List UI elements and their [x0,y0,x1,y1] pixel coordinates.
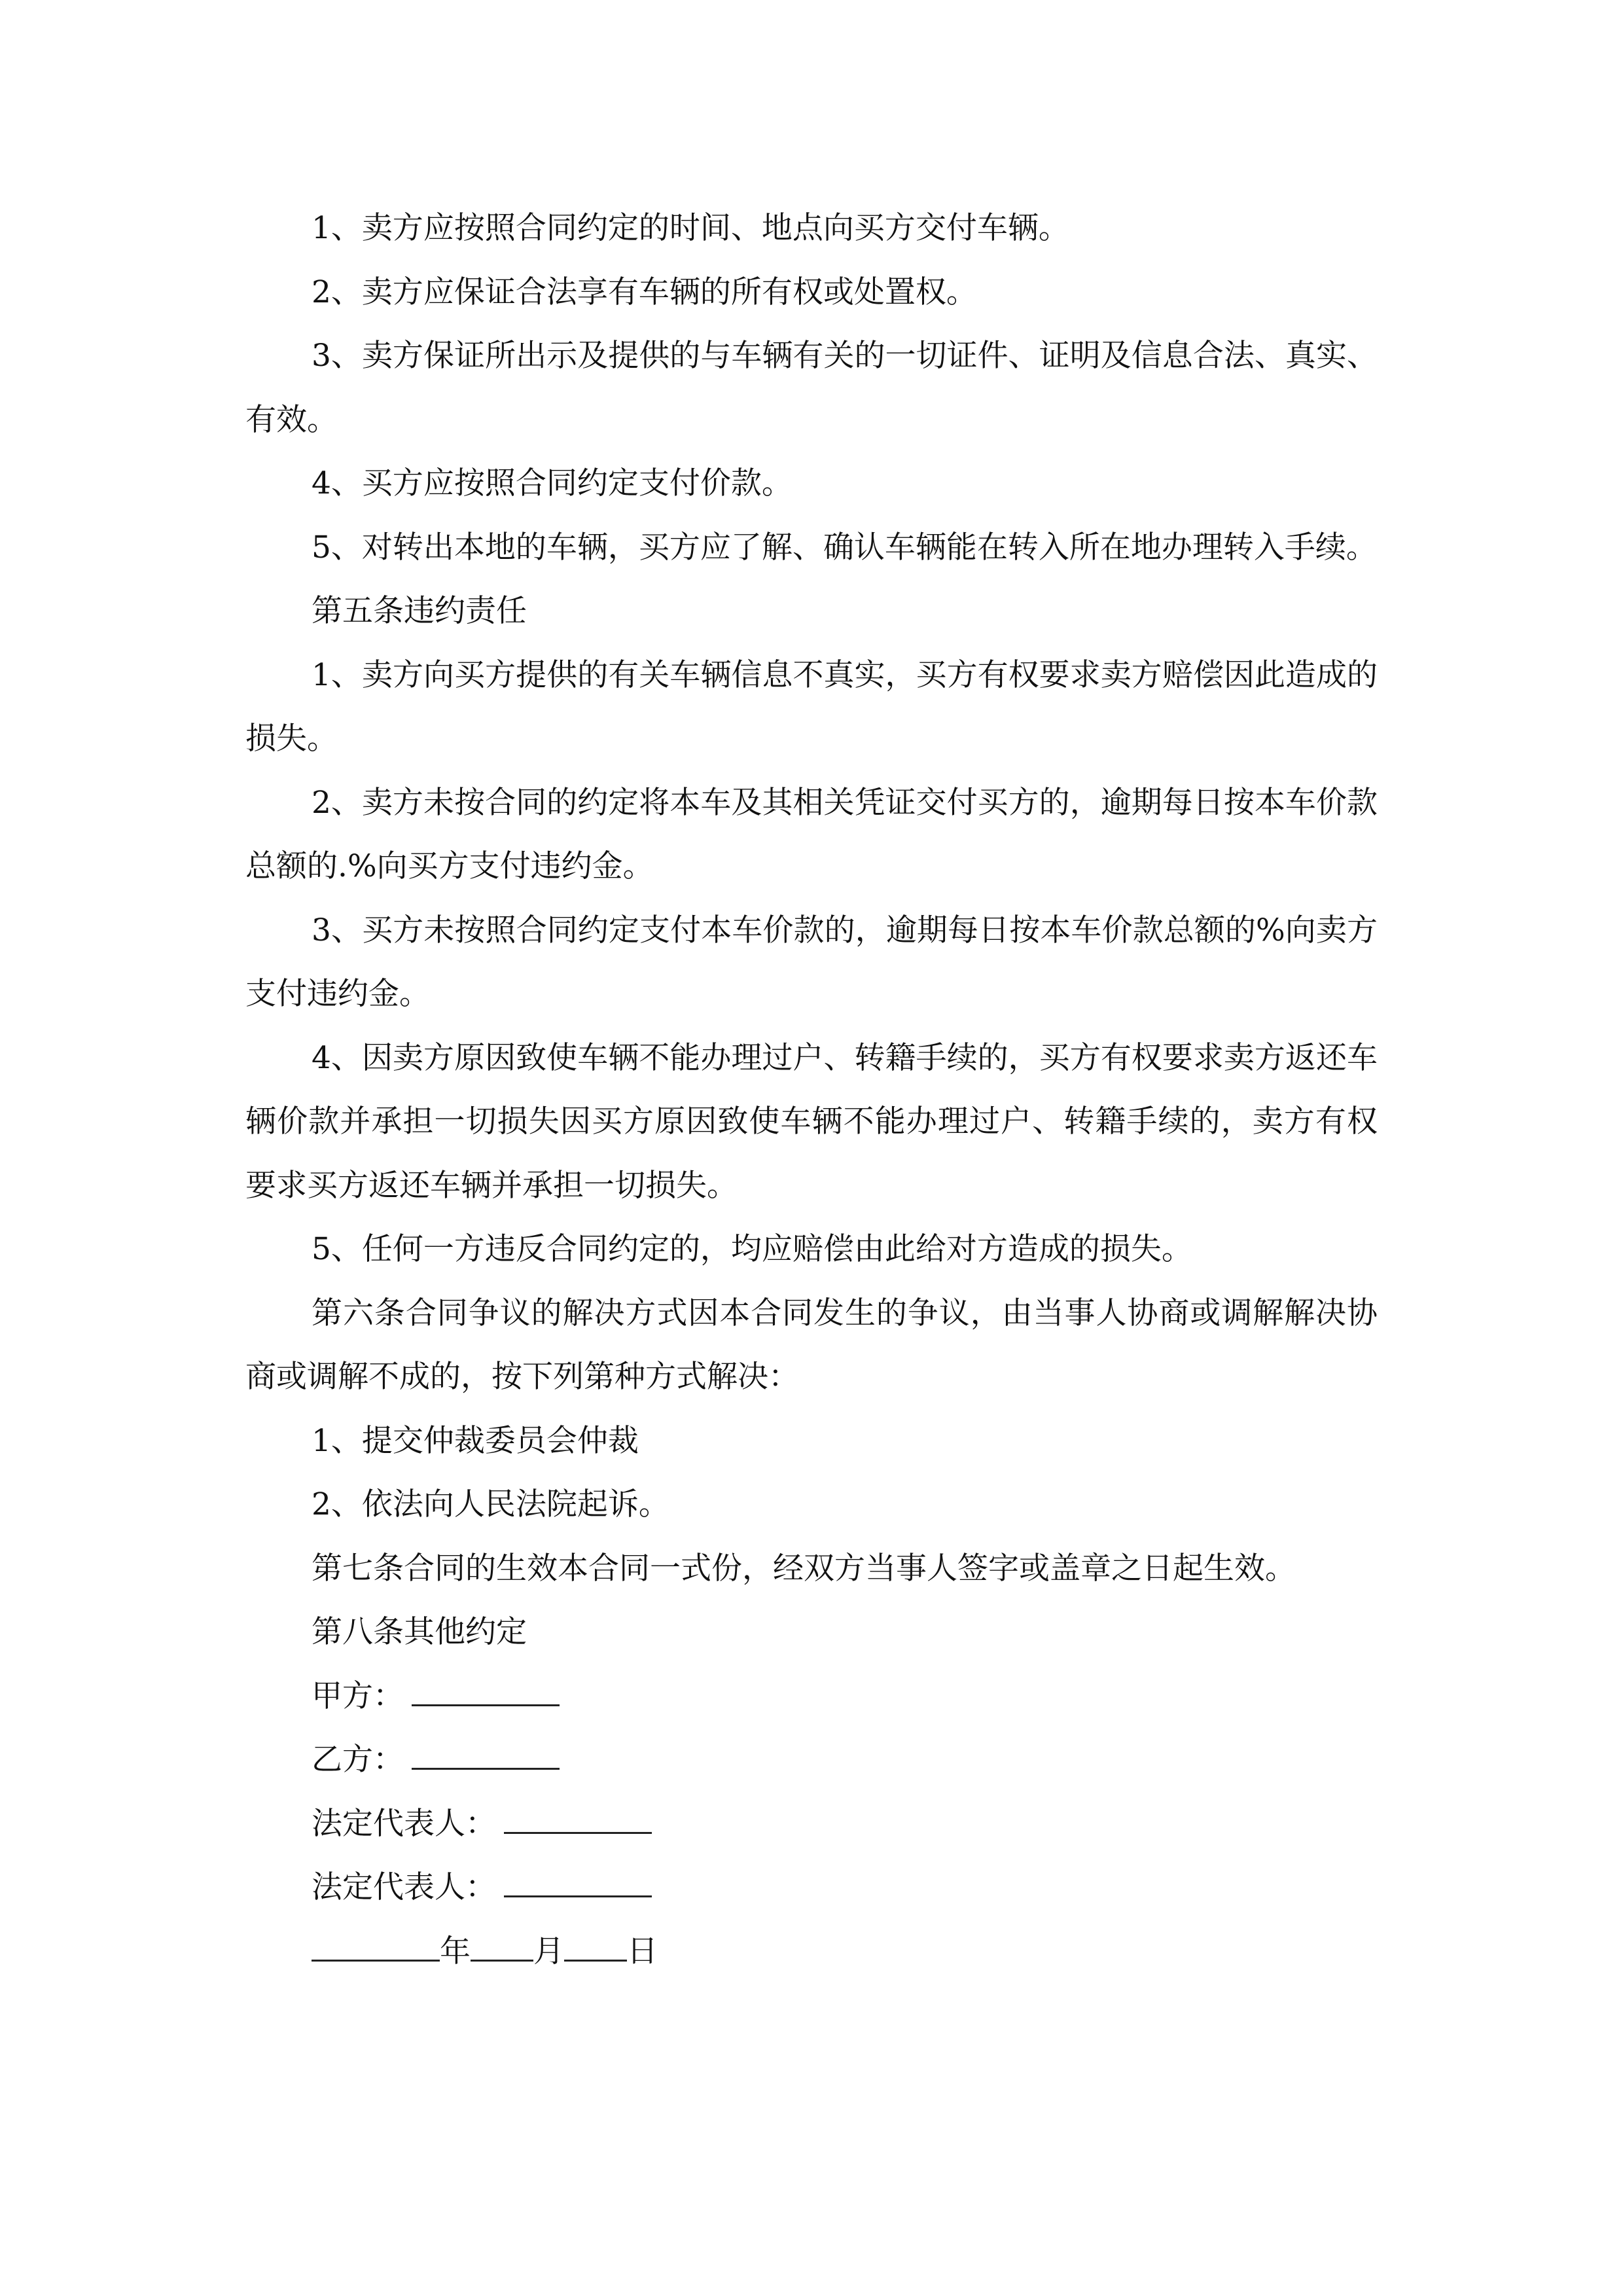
breach-clause-2: 2、卖方未按合同的约定将本车及其相关凭证交付买方的，逾期每日按本车价款总额的.%向买方支付违约金。 [245,784,1378,884]
clause-seller-documents: 3、卖方保证所出示及提供的与车辆有关的一切证件、证明及信息合法、真实、有效。 [245,338,1378,438]
clause-transfer-out: 5、对转出本地的车辆，买方应了解、确认车辆能在转入所在地办理转入手续。 [312,529,1377,565]
day-blank [564,1926,627,1962]
clause-seller-ownership: 2、卖方应保证合法享有车辆的所有权或处置权。 [312,274,977,310]
representative-blank-2 [504,1861,652,1897]
breach-clause-4: 4、因卖方原因致使车辆不能办理过户、转籍手续的，买方有权要求卖方返还车辆价款并承担一切损失因买方原因致使车辆不能办理过户、转籍手续的，卖方有权要求买方返还车辆并承担一切损失。 [245,1039,1378,1204]
article-7-effect: 第七条合同的生效本合同一式份，经双方当事人签字或盖章之日起生效。 [312,1550,1296,1587]
representative-label-1: 法定代表人： [312,1805,496,1842]
party-a-signature-row [245,1664,1378,1729]
clause-seller-delivery: 1、卖方应按照合同约定的时间、地点向买方交付车辆。 [312,210,1069,246]
dispute-option-1: 1、提交仲裁委员会仲裁 [312,1422,639,1459]
representative-row-1 [245,1792,1378,1856]
month-blank [471,1926,533,1962]
document-body [245,196,1378,1983]
party-b-label: 乙方： [312,1742,404,1778]
year-label: 年 [440,1933,471,1969]
breach-clause-3: 3、买方未按照合同约定支付本车价款的，逾期每日按本车价款总额的%向卖方支付违约金。 [245,912,1378,1012]
party-b-signature-row [245,1728,1378,1792]
date-row [245,1920,1378,1984]
article-8-heading: 第八条其他约定 [312,1614,527,1650]
month-label: 月 [533,1933,564,1969]
party-a-blank [412,1670,560,1706]
year-blank [312,1926,440,1962]
article-5-heading: 第五条违约责任 [312,593,527,629]
dispute-option-2: 2、依法向人民法院起诉。 [312,1486,669,1522]
breach-clause-1: 1、卖方向买方提供的有关车辆信息不真实，买方有权要求卖方赔偿因此造成的损失。 [245,656,1378,757]
clause-buyer-payment: 4、买方应按照合同约定支付价款。 [312,465,793,501]
article-6-dispute: 第六条合同争议的解决方式因本合同发生的争议，由当事人协商或调解解决协商或调解不成的，按下列第种方式解决： [245,1295,1378,1395]
party-b-blank [412,1734,560,1770]
representative-label-2: 法定代表人： [312,1869,496,1905]
day-label: 日 [627,1933,658,1969]
party-a-label: 甲方： [312,1677,404,1714]
breach-clause-5: 5、任何一方违反合同约定的，均应赔偿由此给对方造成的损失。 [312,1231,1192,1267]
representative-row-2 [245,1856,1378,1920]
representative-blank-1 [504,1798,652,1834]
